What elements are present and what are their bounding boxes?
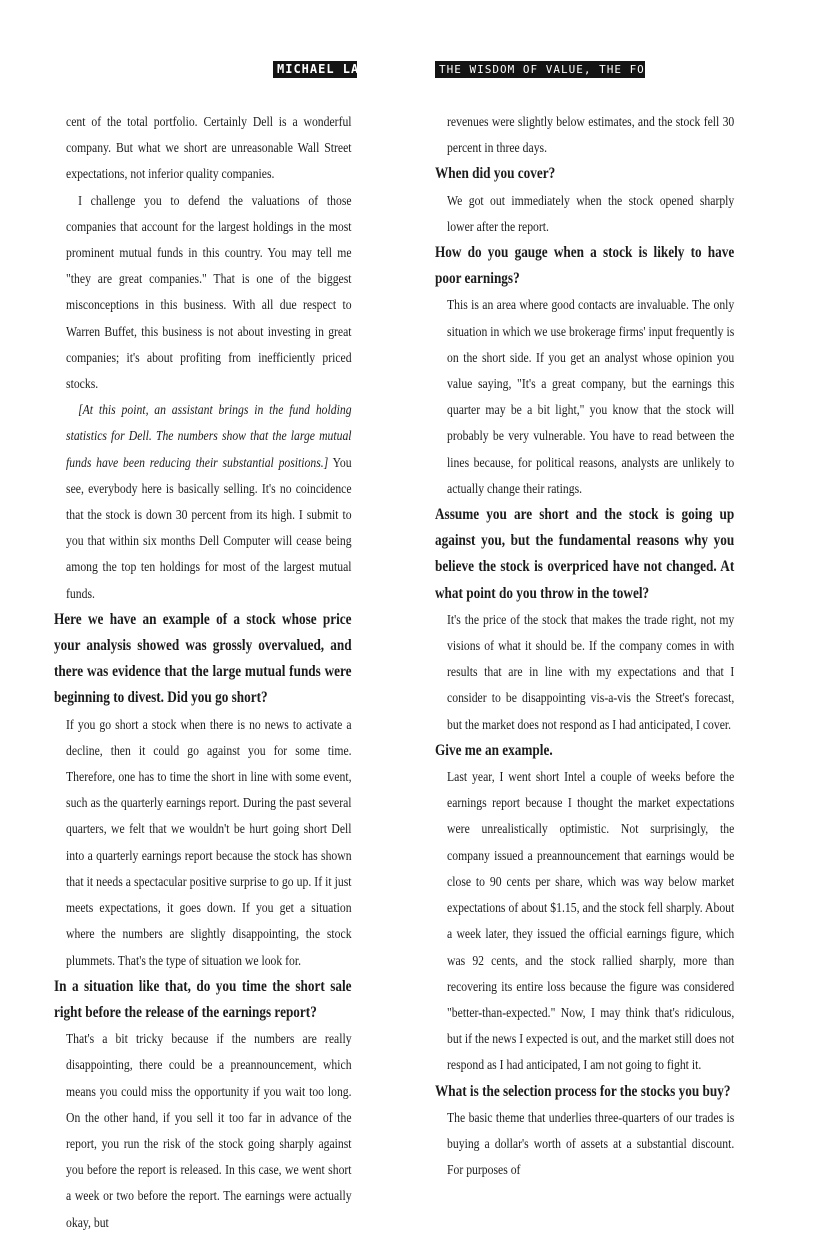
interview-answer: revenues were slightly below estimates, and the stock fell 30 percent in three days.	[447, 114, 735, 156]
interview-question: What is the selection process for the stocks you buy?	[435, 1082, 731, 1100]
paragraph: I challenge you to defend the valuations of those companies that account for the largest holdings in the most prominent mutual funds in this country. You may tell me "they are great companies." That is one of the biggest misconceptions in this business. With all due respect to Warren Buffet, this business is not about investing in great companies; it's about profiting from inefficiently priced stocks.	[66, 192, 352, 392]
interview-question: Assume you are short and the stock is going up against you, but the fundamental reasons why you believe the stock is overpriced have not changed. At what point do you throw in the towel?	[435, 506, 735, 602]
interview-question: When did you cover?	[435, 165, 556, 183]
paragraph-text: You see, everybody here is basically selling. It's no coincidence that the stock is down 30 percent from its high. I submit to you that within six months Dell Computer will cease being among the top ten holdings for most of the largest mutual funds.	[66, 454, 352, 601]
paragraph: cent of the total portfolio. Certainly Dell is a wonderful company. But what we short are unreasonable Wall Street expectations, not inferior quality companies.	[66, 114, 352, 182]
left-column	[54, 109, 352, 1236]
interview-question: In a situation like that, do you time the short sale right before the release of the earnings report?	[54, 977, 352, 1021]
interview-answer: We got out immediately when the stock opened sharply lower after the report.	[447, 192, 735, 234]
interview-answer: That's a bit tricky because if the numbers are really disappointing, there could be a preannouncement, which means you could miss the opportunity if you wait too long. On the other hand, if you sell it too far in advance of the report, you run the risk of the stock going sharply against you before the report is released. In this case, we went short a week or two before the report. The earnings were actually okay, but	[66, 1031, 352, 1230]
interview-answer: If you go short a stock when there is no news to activate a decline, then it could go against you for some time. Therefore, one has to time the short in line with some event, such as the quarterly earnings report. During the past several quarters, we felt that we wouldn't be hurt going short Dell into a quarterly earnings report because the stock has shown that it needs a spectacular positive surprise to go up. If it just meets expectations, it goes down. If you get a situation where the numbers are slightly disappointing, the stock plummets. That's the type of situation we look for.	[66, 716, 352, 968]
interview-question: Give me an example.	[435, 741, 553, 759]
running-header-title: THE WISDOM OF VALUE, THE FOLLY OF FAD	[435, 61, 645, 78]
interview-answer: Last year, I went short Intel a couple of weeks before the earnings report because I thought the market expectations were unrealistically optimistic. Not surprisingly, the company issued a preannouncement that earnings would be close to 90 cents per share, which was way below market expectations of about $1.15, and the stock fell sharply. About a week later, they issued the official earnings figure, which was 92 cents, and the stock rallied sharply, more than recovering its entire loss because the figure was considered "better-than-expected." Now, I may think that's ridiculous, but if the news I expected is out, and the market still does not respond as I had anticipated, I am not going to fight it.	[447, 769, 735, 1073]
interview-answer: This is an area where good contacts are invaluable. The only situation in which we use brokerage firms' input frequently is on the short side. If you get an analyst whose opinion you value saying, "It's a great company, but the earnings this quarter may be a bit light," you know that the stock will probably be very vulnerable. You have to read between the lines because, for political reasons, analysts are unlikely to actually change their ratings.	[447, 297, 735, 496]
right-column	[435, 109, 734, 1183]
interview-answer: The basic theme that underlies three-quarters of our trades is buying a dollar's worth of assets at a substantial discount. For purposes of	[447, 1109, 735, 1178]
running-header-author: MICHAEL LAUER	[273, 61, 357, 78]
interview-question: Here we have an example of a stock whose price your analysis showed was grossly overvalued, and there was evidence that the large mutual funds were beginning to divest. Did you go short?	[54, 610, 352, 707]
paragraph-editorial-note	[54, 397, 352, 607]
interview-answer: It's the price of the stock that makes the trade right, not my visions of what it should be. If the company comes in with results that are in line with my expectations and that I consider to be disappointing vis-a-vis the Street's forecast, but the market does not respond as I had anticipated, I cover.	[447, 611, 735, 732]
editorial-note: [At this point, an assistant brings in the fund holding statistics for Dell. The numbers show that the large mutual funds have been reducing their substantial positions.]	[66, 402, 352, 470]
interview-question: How do you gauge when a stock is likely to have poor earnings?	[435, 244, 735, 288]
